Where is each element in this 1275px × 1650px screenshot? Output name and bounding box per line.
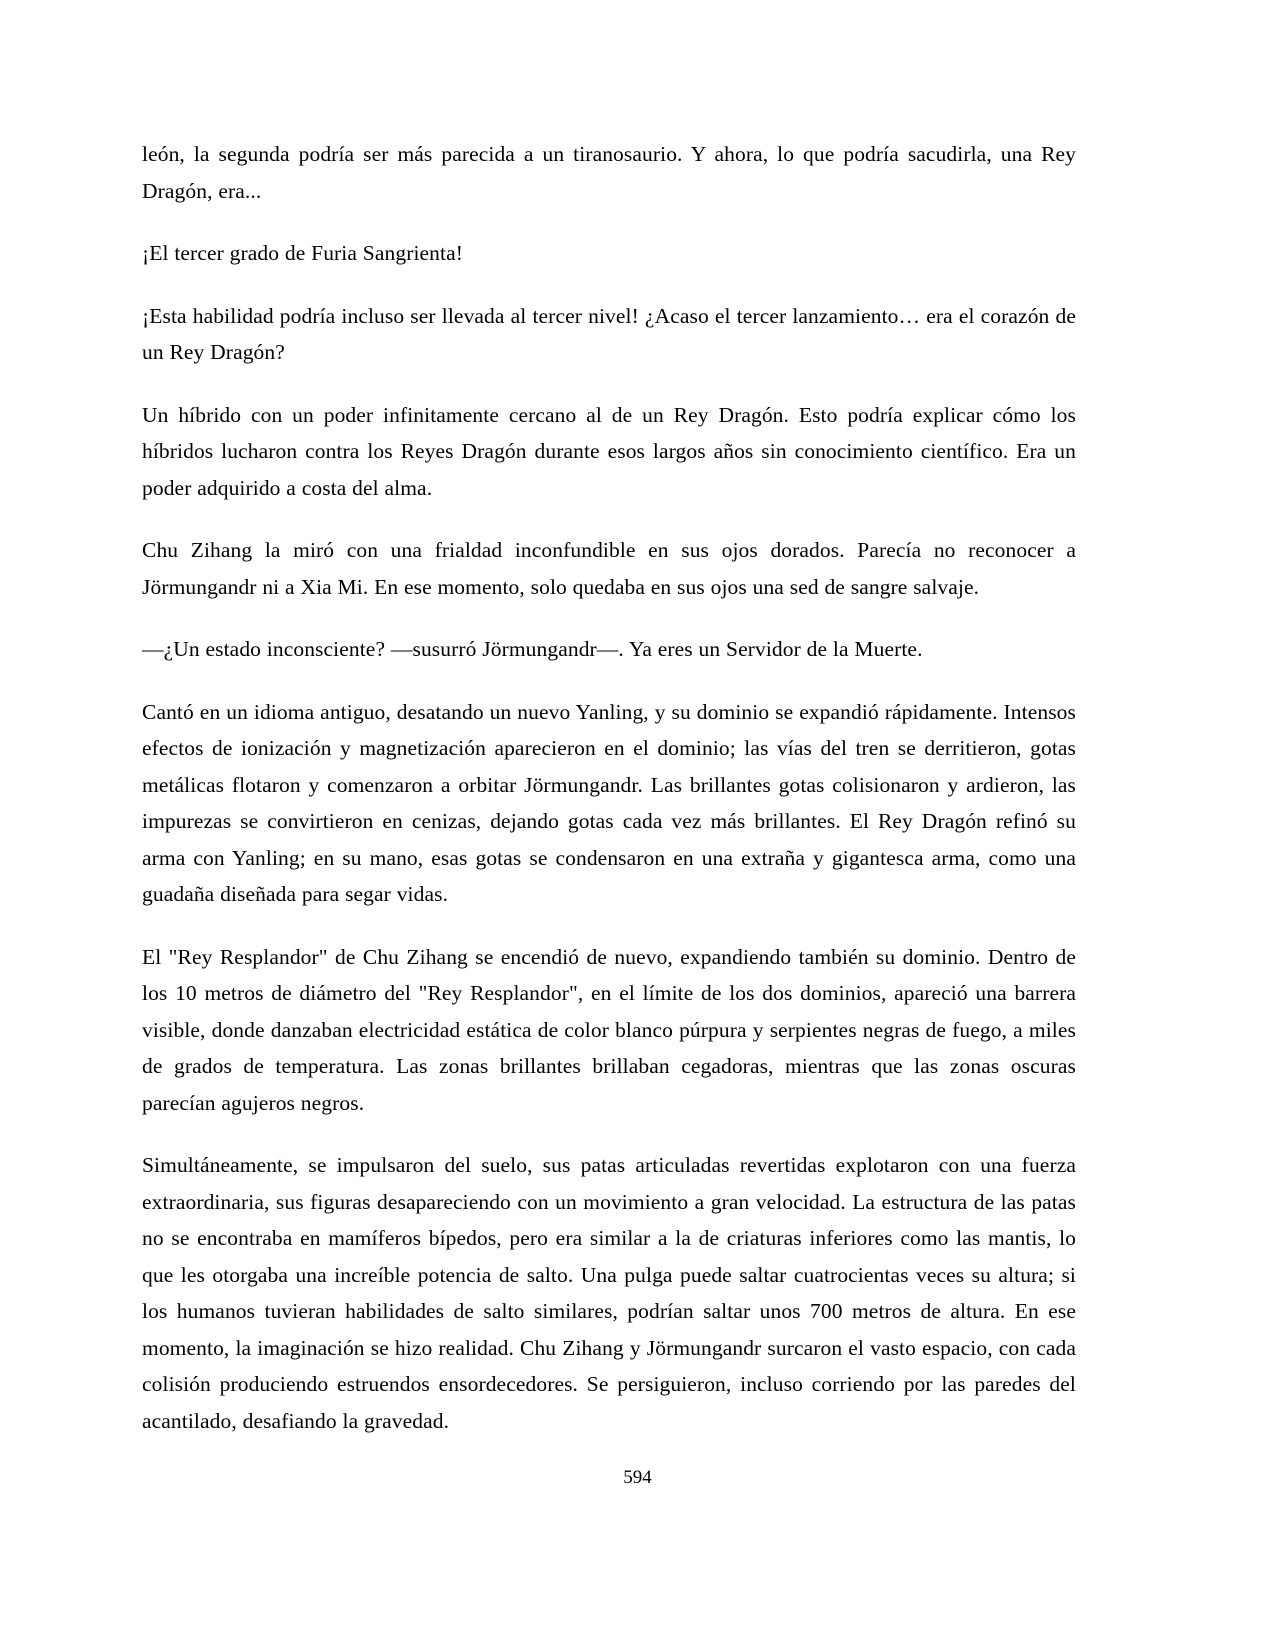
paragraph: Simultáneamente, se impulsaron del suelo, sus patas articuladas revertidas explotaron con una fuerza extraordinaria, sus figuras desapareciendo con un movimiento a gran velocidad. La estructura de las patas no se encontraba en mamíferos bípedos, pero era similar a la de criaturas inferiores como las mantis, lo que les otorgaba una increíble potencia de salto. Una pulga puede saltar cuatrocientas veces su altura; si los humanos tuvieran habilidades de salto similares, podrían saltar unos 700 metros de altura. En ese momento, la imaginación se hizo realidad. Chu Zihang y Jörmungandr surcaron el vasto espacio, con cada colisión produciendo estruendos ensordecedores. Se persiguieron, incluso corriendo por las paredes del acantilado, desafiando la gravedad. bbox=[142, 1153, 1076, 1433]
paragraph: Chu Zihang la miró con una frialdad inconfundible en sus ojos dorados. Parecía no reconocer a Jörmungandr ni a Xia Mi. En ese momento, solo quedaba en sus ojos una sed de sangre salvaje. bbox=[142, 538, 1076, 599]
page-number: 594 bbox=[623, 1467, 652, 1488]
paragraph: león, la segunda podría ser más parecida a un tiranosaurio. Y ahora, lo que podría sacudirla, una Rey Dragón, era... bbox=[142, 142, 1076, 203]
paragraph: —¿Un estado inconsciente? —susurró Jörmungandr—. Ya eres un Servidor de la Muerte. bbox=[142, 637, 923, 661]
paragraph: ¡Esta habilidad podría incluso ser llevada al tercer nivel! ¿Acaso el tercer lanzamiento… era el corazón de un Rey Dragón? bbox=[142, 303, 1076, 364]
paragraph: ¡El tercer grado de Furia Sangrienta! bbox=[142, 241, 463, 265]
paragraph: Un híbrido con un poder infinitamente cercano al de un Rey Dragón. Esto podría explicar cómo los híbridos lucharon contra los Reyes Dragón durante esos largos años sin conocimiento científico. Era un poder adquirido a costa del alma. bbox=[142, 402, 1076, 500]
paragraph: Cantó en un idioma antiguo, desatando un nuevo Yanling, y su dominio se expandió rápidamente. Intensos efectos de ionización y magnetización aparecieron en el dominio; las vías del tren se derritieron, gotas metálicas flotaron y comenzaron a orbitar Jörmungandr. Las brillantes gotas colisionaron y ardieron, las impurezas se convirtieron en cenizas, dejando gotas cada vez más brillantes. El Rey Dragón refinó su arma con Yanling; en su mano, esas gotas se condensaron en una extraña y gigantesca arma, como una guadaña diseñada para segar vidas. bbox=[142, 699, 1076, 906]
paragraph: El "Rey Resplandor" de Chu Zihang se encendió de nuevo, expandiendo también su dominio. Dentro de los 10 metros de diámetro del "Rey Resplandor", en el límite de los dos dominios, apareció una barrera visible, donde danzaban electricidad estática de color blanco púrpura y serpientes negras de fuego, a miles de grados de temperatura. Las zonas brillantes brillaban cegadoras, mientras que las zonas oscuras parecían agujeros negros. bbox=[142, 944, 1076, 1115]
page-body-text bbox=[142, 136, 1076, 1439]
